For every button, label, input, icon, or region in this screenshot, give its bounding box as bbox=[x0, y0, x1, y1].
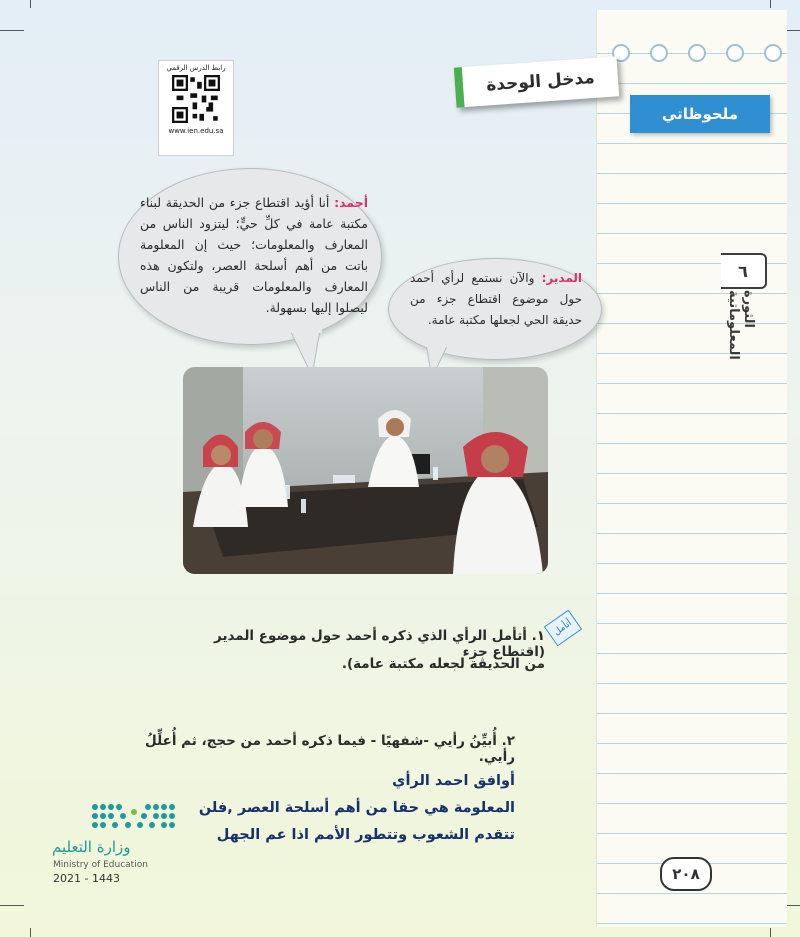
meeting-photo bbox=[183, 367, 548, 574]
crop-mark bbox=[0, 30, 24, 31]
qr-label: رابط الدرس الرقمي bbox=[166, 64, 226, 72]
page-number: ٢٠٨ bbox=[660, 857, 712, 891]
meeting-illustration bbox=[183, 367, 548, 574]
answer-line-2[interactable]: المعلومة هي حقا من أهم أسلحة العصر ,فلن bbox=[198, 800, 515, 816]
binder-hole-icon bbox=[688, 44, 706, 62]
speaker-ahmed: أحمد: bbox=[334, 195, 368, 210]
ahmed-speech-text: أنا أؤيد اقتطاع جزء من الحديقة لبناء مكتبة عامة في كلِّ حيٍّ؛ ليتزود الناس من المعارف والمعلومات؛ حيث إن المعلومة باتت من أهم أسلحة العصر، ولتكون هذه المعارف والمعلومات قريبة من الناس ليصلوا إليها بسهولة. bbox=[140, 195, 368, 315]
digital-lesson-link[interactable] bbox=[158, 60, 234, 156]
speaker-manager: المدير: bbox=[541, 271, 582, 285]
binder-hole-icon bbox=[764, 44, 782, 62]
question-1-line-1: ١. أتأمل الرأي الذي ذكره أحمد حول موضوع المدير (اقتطاع جزء bbox=[214, 628, 545, 660]
crop-mark bbox=[770, 928, 771, 937]
binder-holes bbox=[612, 44, 782, 64]
qr-url[interactable]: www.ien.edu.sa bbox=[168, 127, 224, 135]
question-2: ٢. أُبيِّنُ رأيي -شفهيًا - فيما ذكره أحمد من حجج، ثم أُعلِّلُ رأيي. bbox=[145, 733, 515, 765]
question-1-line-2: من الحديقة لجعله مكتبة عامة). bbox=[341, 656, 545, 672]
qr-code-icon[interactable] bbox=[172, 75, 220, 123]
crop-mark bbox=[30, 0, 31, 8]
notes-column bbox=[596, 10, 787, 927]
answer-line-1[interactable]: أوافق احمد الرأي bbox=[392, 773, 515, 789]
crop-mark bbox=[30, 928, 31, 937]
reflect-icon: أتأمل bbox=[544, 610, 582, 647]
ministry-name-ar: وزارة التعليم bbox=[52, 838, 131, 856]
binder-hole-icon bbox=[650, 44, 668, 62]
unit-number: ٦ bbox=[721, 253, 767, 289]
answer-line-3[interactable]: تتقدم الشعوب وتتطور الأمم اذا عم الجهل bbox=[216, 827, 515, 843]
crop-mark bbox=[0, 905, 24, 906]
ministry-name-en: Ministry of Education bbox=[53, 860, 148, 870]
crop-mark bbox=[770, 0, 771, 8]
unit-entry-banner: مدخل الوحدة bbox=[454, 56, 619, 107]
edition-year: 2021 - 1443 bbox=[53, 872, 120, 885]
manager-speech bbox=[410, 268, 582, 331]
unit-name: الثورة المعلوماتية bbox=[726, 290, 756, 360]
binder-hole-icon bbox=[726, 44, 744, 62]
notes-title: ملحوظاتي bbox=[630, 95, 770, 133]
ahmed-speech bbox=[140, 192, 368, 318]
manager-speech-text: والآن نستمع لرأي أحمد حول موضوع اقتطاع جزء من حديقة الحي لجعلها مكتبة عامة. bbox=[410, 271, 582, 327]
